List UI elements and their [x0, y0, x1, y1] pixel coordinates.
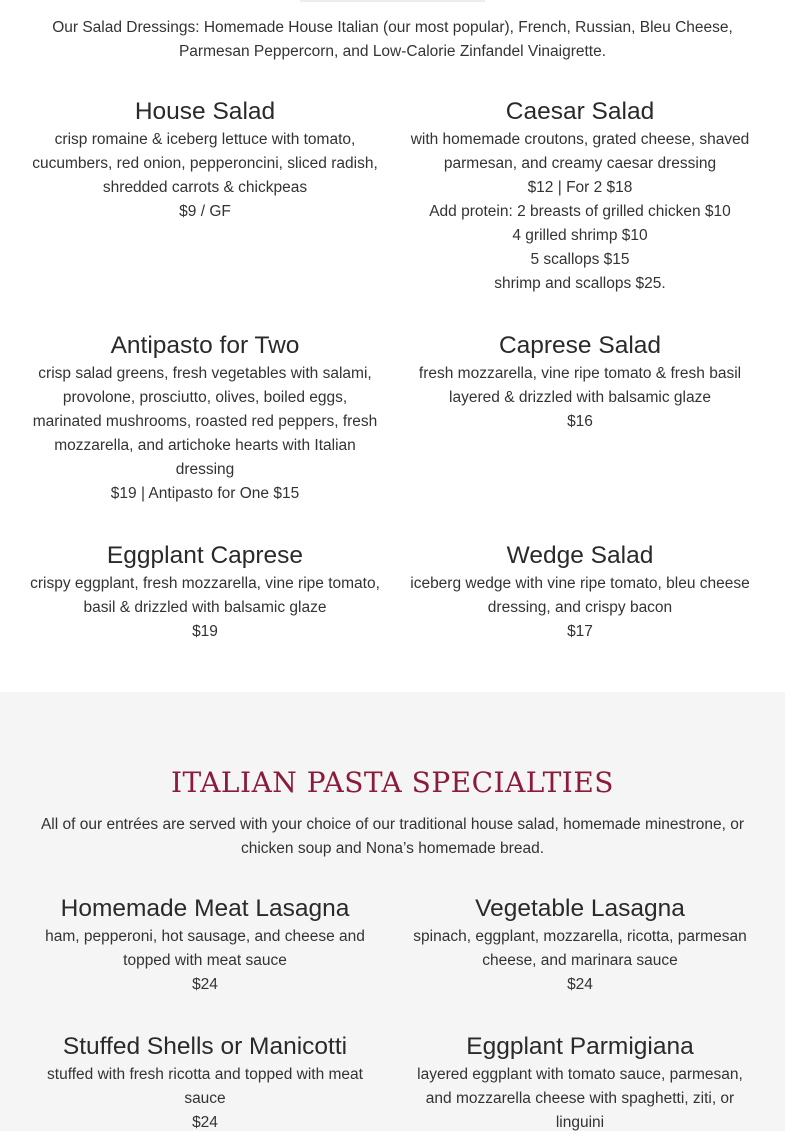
item-description: with homemade croutons, grated cheese, shaved parmesan, and creamy caesar dressing: [410, 131, 750, 172]
item-price: $24: [567, 976, 593, 993]
item-description: crisp salad greens, fresh vegetables with salami, provolone, prosciutto, olives, boiled eggs, marinated mushrooms, roasted red peppers, fresh mozzarella, and artichoke hearts with Italian dressing: [32, 365, 378, 478]
item-title: Stuffed Shells or Manicotti: [62, 1033, 348, 1060]
cropped-heading-fragment: [300, 0, 485, 2]
item-price: $9 / GF: [179, 203, 231, 220]
item-title: Homemade Meat Lasagna: [60, 895, 350, 922]
menu-item-wedge-salad: [405, 540, 755, 644]
menu-item-vegetable-lasagna: [405, 893, 755, 997]
item-extra: 5 scallops $15: [530, 251, 630, 268]
item-description: iceberg wedge with vine ripe tomato, bleu cheese dressing, and crispy bacon: [410, 575, 750, 616]
item-extra: shrimp and scallops $25.: [494, 275, 666, 292]
item-title: Caesar Salad: [505, 98, 655, 125]
item-title: Caprese Salad: [498, 332, 662, 359]
item-description: spinach, eggplant, mozzarella, ricotta, parmesan cheese, and marinara sauce: [413, 928, 747, 969]
item-title: Eggplant Parmigiana: [466, 1033, 694, 1060]
pasta-section-heading: ITALIAN PASTA SPECIALTIES: [171, 766, 614, 799]
item-extra: Add protein: 2 breasts of grilled chicken $10: [429, 203, 731, 220]
item-title: Wedge Salad: [506, 542, 654, 569]
item-description: crisp romaine & iceberg lettuce with tomato, cucumbers, red onion, pepperoncini, sliced radish, shredded carrots & chickpeas: [32, 131, 378, 196]
menu-item-caesar-salad: [405, 96, 755, 296]
item-description: crispy eggplant, fresh mozzarella, vine ripe tomato, basil & drizzled with balsamic glaze: [30, 575, 380, 616]
menu-item-eggplant-caprese: [30, 540, 380, 644]
item-title: House Salad: [134, 98, 276, 125]
item-description: stuffed with fresh ricotta and topped with meat sauce: [47, 1066, 363, 1107]
item-price: $24: [192, 976, 218, 993]
menu-item-meat-lasagna: [30, 893, 380, 997]
item-extra: 4 grilled shrimp $10: [512, 227, 648, 244]
menu-item-stuffed-shells: [30, 1031, 380, 1131]
item-price: $19: [192, 623, 218, 640]
item-title: Antipasto for Two: [110, 332, 300, 359]
item-description: fresh mozzarella, vine ripe tomato & fresh basil layered & drizzled with balsamic glaze: [418, 365, 742, 406]
item-price: $17: [567, 623, 593, 640]
item-price: $12 | For 2 $18: [527, 179, 633, 196]
menu-item-house-salad: [30, 96, 380, 224]
menu-item-antipasto-for-two: [30, 330, 380, 506]
menu-item-caprese-salad: [405, 330, 755, 434]
item-price: $24: [192, 1114, 218, 1131]
pasta-intro: All of our entrées are served with your choice of our traditional house salad, homemade minestrone, or chicken soup and Nona’s homemade bread.: [40, 816, 745, 857]
salad-dressings-note: Our Salad Dressings: Homemade House Italian (our most popular), French, Russian, Bleu Cheese, Parmesan Peppercorn, and Low-Calorie Zinfandel Vinaigrette.: [52, 19, 733, 60]
item-title: Vegetable Lasagna: [475, 895, 685, 922]
item-price: $16: [567, 413, 593, 430]
item-price: $19 | Antipasto for One $15: [110, 485, 300, 502]
menu-item-eggplant-parmigiana: [405, 1031, 755, 1131]
item-title: Eggplant Caprese: [106, 542, 304, 569]
item-description: ham, pepperoni, hot sausage, and cheese and topped with meat sauce: [45, 928, 365, 969]
item-description: layered eggplant with tomato sauce, parmesan, and mozzarella cheese with spaghetti, ziti, or linguini: [417, 1066, 743, 1131]
